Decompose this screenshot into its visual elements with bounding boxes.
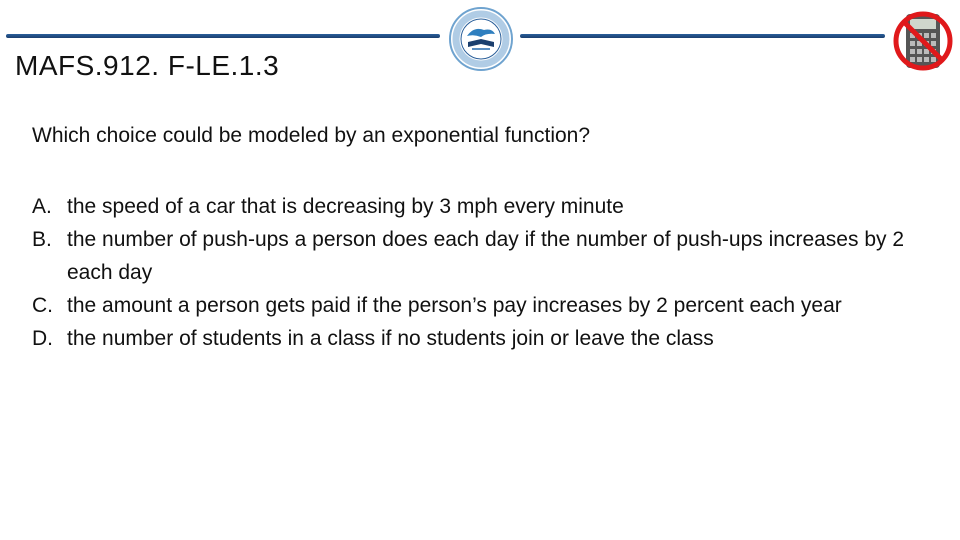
choice-b bbox=[32, 223, 922, 289]
page-title: MAFS.912. F-LE.1.3 bbox=[15, 50, 280, 81]
answer-choices bbox=[32, 190, 922, 355]
choice-text: the number of push-ups a person does each day if the number of push-ups increases by 2 each day bbox=[67, 228, 905, 284]
header-rule-right bbox=[520, 34, 885, 38]
question-prompt: Which choice could be modeled by an exponential function? bbox=[32, 124, 591, 147]
choice-text: the speed of a car that is decreasing by 3 mph every minute bbox=[67, 195, 624, 218]
choice-text: the amount a person gets paid if the person’s pay increases by 2 percent each year bbox=[67, 294, 842, 317]
choice-letter: B. bbox=[32, 228, 52, 251]
district-seal-icon bbox=[448, 6, 514, 72]
choice-a bbox=[32, 190, 922, 223]
choice-text: the number of students in a class if no students join or leave the class bbox=[67, 327, 714, 350]
choice-letter: C. bbox=[32, 294, 53, 317]
choice-d bbox=[32, 322, 922, 355]
choice-c bbox=[32, 289, 922, 322]
header-rule-left bbox=[6, 34, 440, 38]
no-calculator-icon bbox=[892, 6, 954, 76]
choice-letter: D. bbox=[32, 327, 53, 350]
choice-letter: A. bbox=[32, 195, 52, 218]
